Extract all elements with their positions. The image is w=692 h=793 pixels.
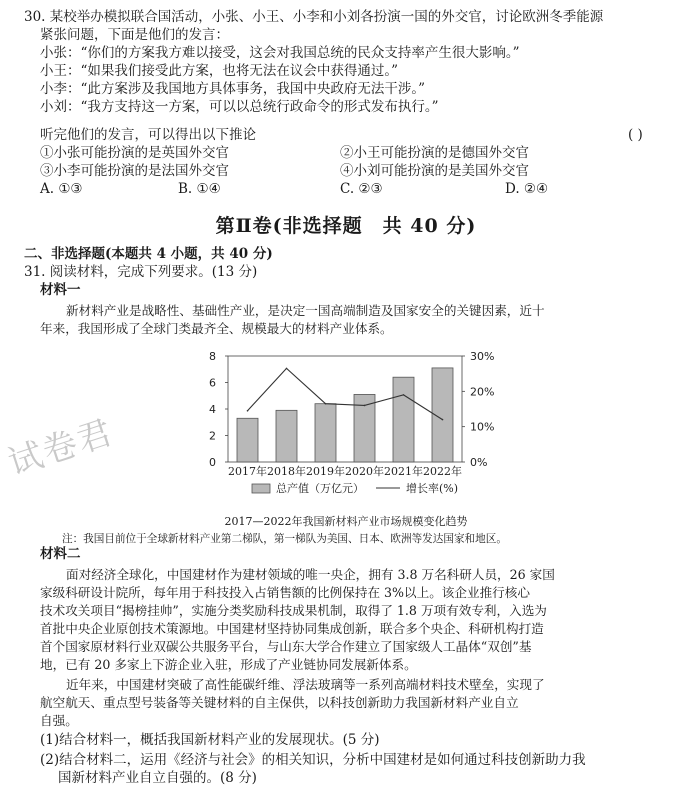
q30-zhang: 小张：“你们的方案我方难以接受，这会对我国总统的民众支持率产生很大影响。”	[40, 45, 520, 61]
material1-line2: 年来，我国形成了全球门类最齐全、规模最大的材料产业体系。	[40, 321, 393, 336]
x-tick-label: 2018年	[267, 465, 306, 478]
left-tick-label: 6	[209, 376, 216, 390]
left-tick-label: 4	[209, 403, 216, 416]
option-3: ③小李可能扮演的是法国外交官	[40, 163, 229, 179]
sub-question-1: (1)结合材料一，概括我国新材料产业的发展现状。(5 分)	[40, 732, 380, 748]
material2-line7: 近年来，中国建材突破了高性能碳纤维、浮法玻璃等一系列高端材料技术壁垒，实现了	[66, 677, 545, 692]
part2-heading: 二、非选择题(本题共 4 小题，共 40 分)	[24, 246, 273, 262]
right-tick-label: 10%	[470, 420, 495, 434]
material1-label: 材料一	[40, 282, 81, 298]
x-tick-label: 2022年	[423, 465, 462, 478]
option-4: ④小刘可能扮演的是美国外交官	[340, 163, 529, 179]
left-tick-label: 8	[209, 350, 216, 363]
material2-line2: 家级科研设计院所，每年用于科技投入占销售额的比例保持在 3%以上。该企业推行核心	[40, 585, 530, 600]
left-tick-label: 0	[209, 456, 216, 469]
x-tick-label: 2019年	[306, 465, 345, 478]
material2-line4: 首批中央企业原创技术策源地。中国建材坚持协同集成创新，联合多个央企、科研机构打造	[40, 621, 544, 636]
option-2: ②小王可能扮演的是德国外交官	[340, 145, 529, 161]
bar	[276, 410, 297, 462]
growth-rate-point	[286, 368, 288, 370]
option-1: ①小张可能扮演的是英国外交官	[40, 145, 229, 161]
choice-c: C. ②③	[340, 181, 383, 197]
material2-line9: 自强。	[40, 713, 78, 728]
growth-rate-point	[364, 405, 366, 407]
growth-rate-point	[403, 394, 405, 396]
left-tick-label: 2	[209, 429, 216, 443]
bar	[354, 394, 375, 462]
growth-rate-point	[325, 403, 327, 405]
x-tick-label: 2017年	[228, 465, 267, 478]
chart-svg	[190, 342, 530, 514]
material1-line1: 新材料产业是战略性、基础性产业，是决定一国高端制造及国家安全的关键因素，近十	[66, 303, 545, 318]
plot-frame	[228, 356, 462, 462]
choice-a: A. ①③	[40, 181, 83, 197]
q30-stem-line2: 紧张问题，下面是他们的发言：	[40, 27, 229, 43]
material2-line5: 首个国家原材料行业双碳公共服务平台，与山东大学合作建立了国家级人工晶体“双创”基	[40, 639, 532, 654]
legend-bar-swatch	[252, 484, 270, 493]
bar	[315, 404, 336, 462]
bar	[237, 418, 258, 462]
right-tick-label: 20%	[470, 385, 495, 399]
q30-wang: 小王：“如果我们接受此方案，也将无法在议会中获得通过。”	[40, 63, 399, 79]
q31-stem: 31. 阅读材料，完成下列要求。(13 分)	[24, 264, 258, 280]
material2-line6: 地，已有 20 多家上下游企业入驻，形成了产业链协同发展新体系。	[40, 657, 417, 672]
bar	[393, 377, 414, 462]
q30-stem-line1: 30. 某校举办模拟联合国活动，小张、小王、小李和小刘各扮演一国的外交官，讨论欧洲冬季能源	[24, 9, 604, 25]
material2-line8: 航空航天、重点型号装备等关键材料的自主保供，以科技创新助力我国新材料产业自立	[40, 695, 519, 710]
growth-rate-point	[442, 419, 444, 421]
right-tick-label: 0%	[470, 456, 488, 469]
material2-line3: 技术攻关项目“揭榜挂帅”，实施分类奖励科技成果机制，取得了 1.8 万项有效专利，入选为	[40, 603, 547, 618]
chart-note: 注：我国目前位于全球新材料产业第二梯队，第一梯队为美国、日本、欧洲等发达国家和地区。	[62, 533, 507, 545]
q30-liu: 小刘：“我方支持这一方案，可以以总统行政命令的形式发布执行。”	[40, 99, 439, 115]
legend-line-label: 增长率(%)	[406, 482, 459, 495]
x-tick-label: 2021年	[384, 465, 423, 478]
chart-caption: 2017—2022年我国新材料产业市场规模变化趋势	[224, 515, 468, 528]
sub-question-2-line1: (2)结合材料二，运用《经济与社会》的相关知识，分析中国建材是如何通过科技创新助力我	[40, 752, 586, 768]
choice-d: D. ②④	[505, 181, 549, 197]
material2-label: 材料二	[40, 546, 81, 562]
industry-chart	[190, 342, 530, 514]
sub-question-2-line2: 国新材料产业自立自强的。(8 分)	[58, 770, 257, 786]
watermark: 试卷君	[3, 412, 119, 484]
answer-paren: ( )	[628, 127, 643, 143]
q30-infer: 听完他们的发言，可以得出以下推论	[40, 127, 256, 143]
section-title: 第Ⅱ卷(非选择题 共 40 分)	[215, 215, 477, 237]
choice-b: B. ①④	[178, 181, 221, 197]
right-tick-label: 30%	[470, 350, 495, 363]
growth-rate-point	[247, 410, 249, 412]
material2-line1: 面对经济全球化，中国建材作为建材领域的唯一央企，拥有 3.8 万名科研人员，26 家国	[66, 567, 555, 582]
x-tick-label: 2020年	[345, 465, 384, 478]
q30-li: 小李：“此方案涉及我国地方具体事务，我国中央政府无法干涉。”	[40, 81, 426, 97]
legend-bar-label: 总产值（万亿元）	[276, 482, 364, 495]
